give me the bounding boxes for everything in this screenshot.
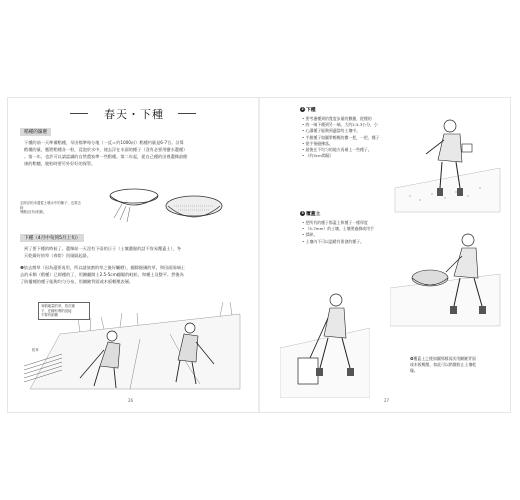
step3-heading bbox=[300, 210, 320, 217]
step-number-icon: 3 bbox=[301, 211, 304, 215]
list-item: • 的一端下種到另一端。大約2.5-3公分，小 bbox=[302, 122, 422, 128]
list-item: • 手握種子如圖掌輕輕的撒一把，一把，種子 bbox=[302, 135, 422, 141]
list-item: • 心讓種子能夠到適當的土壤中。 bbox=[302, 128, 422, 134]
list-item: • 要考慮種到的寬度步量的撒播，從種的 bbox=[302, 116, 422, 122]
seed-caption bbox=[20, 201, 82, 215]
list-item: • （5-7mm）的土壤，土壤要過篩或用手 bbox=[302, 226, 422, 232]
text-line: 了防播種的種子能夠均勻分布，用鋤鏟背面或木板輕壓表層。 bbox=[20, 279, 134, 284]
step2-title: 下種 bbox=[306, 108, 316, 113]
left-page bbox=[8, 98, 258, 412]
sowing-period-heading: 下種（4月中旬到5月上旬） bbox=[20, 234, 84, 242]
pressing-soil-illustration bbox=[280, 288, 370, 398]
list-item: • 揉碎。 bbox=[302, 232, 422, 238]
list-item: • （約5cm間隔） bbox=[302, 153, 422, 159]
seed-basin-illustration bbox=[92, 184, 232, 226]
page-number-right: 27 bbox=[384, 398, 390, 403]
text-line: 燥。 bbox=[410, 368, 418, 373]
text-line: 或木板輕壓，如此可以稍微防止土壤乾 bbox=[410, 362, 477, 367]
text-line: 康的稻穗，脫粒時要另外好好的保管。 bbox=[24, 161, 96, 166]
list-item: • 最後在不均勻的地方再補上一些種子。 bbox=[302, 147, 422, 153]
caption-line: 殘骸(沒有)稻穀。 bbox=[20, 210, 47, 215]
text-line: 。第一年，也許可以請認識的自然農家準一些稻種。第二年起，從自己種的田裡選擇最健 bbox=[24, 154, 188, 159]
text-line: 下種的前一天準備稻種，旱田標準每分地（一反＝約1000㎡）稻種約量是6-7合。計算 bbox=[24, 140, 184, 145]
callout-line: 刈稻地量的草，依次割 bbox=[41, 304, 75, 308]
seed-selection-text bbox=[24, 139, 249, 167]
step3-title: 覆蓋土 bbox=[306, 212, 321, 217]
text-line: 天乾燥好的草（春筍）回頭隔起最。 bbox=[24, 253, 92, 258]
page-number-left: 26 bbox=[128, 398, 134, 403]
text-line: ❹覆蓋土之後如圖那樣再次用鋤鏟背面 bbox=[410, 356, 476, 361]
seed-selection-heading: 稻種的篩選 bbox=[20, 128, 51, 136]
list-item: • 把所有的種子都蓋上和種子一樣厚度 bbox=[302, 220, 422, 226]
right-page bbox=[260, 98, 510, 412]
book-spread bbox=[8, 98, 510, 412]
list-item: • 從手指縫拂落。 bbox=[302, 141, 422, 147]
sowing-farmer-illustration bbox=[390, 108, 505, 213]
sowing-intro-text bbox=[24, 245, 249, 259]
step-number-icon: 2 bbox=[301, 107, 304, 111]
straw-label: 乾草 bbox=[32, 348, 39, 352]
covering-soil-illustration bbox=[390, 218, 505, 328]
list-item: • 土壤內不可以溫暖有建發的種子。 bbox=[302, 239, 422, 245]
section-title: 春天・下種 bbox=[104, 108, 164, 121]
straw-callout bbox=[38, 302, 90, 320]
caption-line: 去除浮稻米遺從土壤水中的種子，也要去除 bbox=[20, 201, 82, 210]
title-rule-right bbox=[178, 113, 196, 114]
step4-text bbox=[410, 356, 500, 374]
text-line: 去的禾類（稻種）已經種的了，用鋤翻開土2.5-5cm翻鬆的畦粒，和種土及整平。然後為 bbox=[20, 272, 184, 277]
text-line: 到了要下種的時候了。選擇前一天沒有下雨的日子（土壤濃濕的話不容易覆蓋土），冬 bbox=[24, 246, 182, 251]
callout-line: 不要有兩層 bbox=[41, 313, 58, 318]
callout-line: 下，在種有利的直接 bbox=[41, 308, 72, 313]
text-line: ❶依去割草（因為還要再用，所以請放割的草之後好曬晒），翻除掘圃的草，和田面兩端土 bbox=[20, 265, 185, 270]
step1-text bbox=[20, 264, 248, 285]
step2-heading bbox=[300, 106, 316, 113]
text-line: 稻種的量，應將稻種各一粒，浸泡於水中，使去浮在水面的種子（沒有必要用鹽水選種） bbox=[24, 147, 188, 152]
